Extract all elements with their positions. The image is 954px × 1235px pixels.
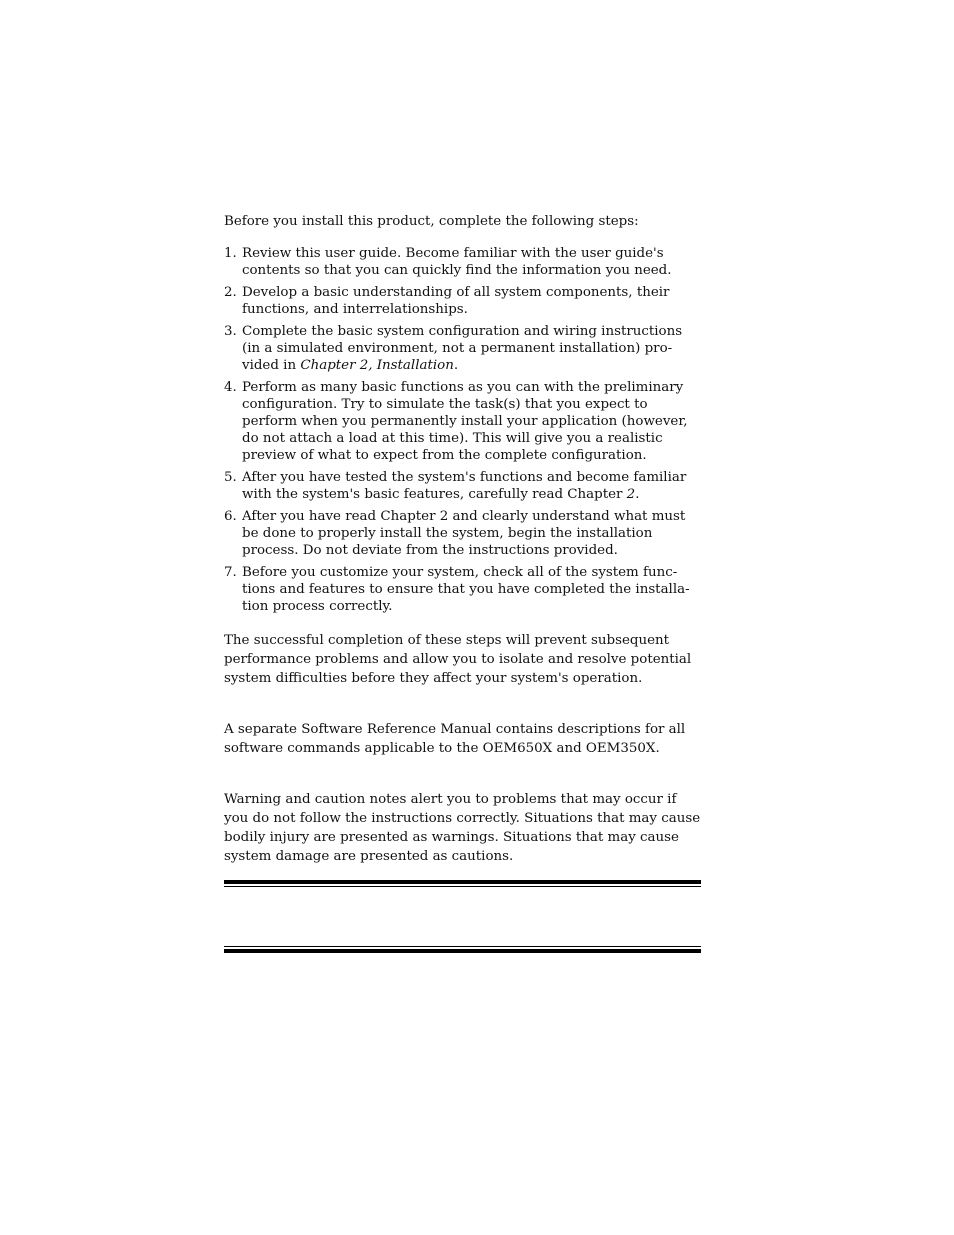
document-body [224,212,702,866]
step-text-end: . [453,358,459,373]
step-text: Develop a basic understanding of all system components, their functions, and interrelationships. [242,285,670,317]
chapter-reference: Chapter 2, Installation [300,358,454,373]
note-box-top-rule [224,880,701,887]
note-box-bottom-rule [224,946,701,953]
thin-rule [224,886,701,887]
installation-steps-list [224,245,702,615]
step-text: After you have read Chapter 2 and clearly understand what must be done to properly install the system, begin the installation process. Do not deviate from the instructions provided. [242,509,686,558]
summary-paragraph: The successful completion of these steps will prevent subsequent performance problems and allow you to isolate and resolve potential system difficulties before they affect your system's operation. [224,633,692,686]
list-item [224,245,702,279]
list-item [224,564,702,615]
thin-rule [224,946,701,947]
intro-paragraph: Before you install this product, complete the following steps: [224,214,639,229]
list-item [224,323,702,374]
list-item [224,284,702,318]
step-number: 6. [224,509,237,524]
step-number: 1. [224,246,237,261]
step-text: Complete the basic system configuration and wiring instructions (in a simulated environment, not a permanent installation) pro-vided in [242,324,683,373]
step-number: 2. [224,285,237,300]
software-reference-paragraph: A separate Software Reference Manual contains descriptions for all software commands applicable to the OEM650X and OEM350X. [224,722,686,756]
step-text-end: . [635,487,640,502]
thick-rule [224,880,701,884]
step-text: Review this user guide. Become familiar with the user guide's contents so that you can quickly find the information you need. [242,246,672,278]
step-text: After you have tested the system's functions and become familiar with the system's basic features, carefully read Chapter [242,470,687,502]
list-item [224,469,702,503]
section-spacer [224,758,702,790]
step-number: 5. [224,470,237,485]
section-spacer [224,688,702,720]
step-text: Perform as many basic functions as you can with the preliminary configuration. Try to simulate the task(s) that you expect to perform when you permanently install your application (however, do not attach a load at this time). This will give you a realistic preview of what to expect from the complete configuration. [242,380,688,463]
step-number: 7. [224,565,237,580]
step-number: 3. [224,324,237,339]
list-item [224,508,702,559]
step-number: 4. [224,380,237,395]
thick-rule [224,949,701,953]
warning-caution-paragraph: Warning and caution notes alert you to problems that may occur if you do not follow the instructions correctly. Situations that may cause bodily injury are presented as warnings. Situations that may cause system damage are presented as cautions. [224,792,701,864]
step-text: Before you customize your system, check all of the system func-tions and features to ensure that you have completed the installa-tion process correctly. [242,565,690,614]
list-item [224,379,702,464]
chapter-reference: 2 [626,487,636,502]
